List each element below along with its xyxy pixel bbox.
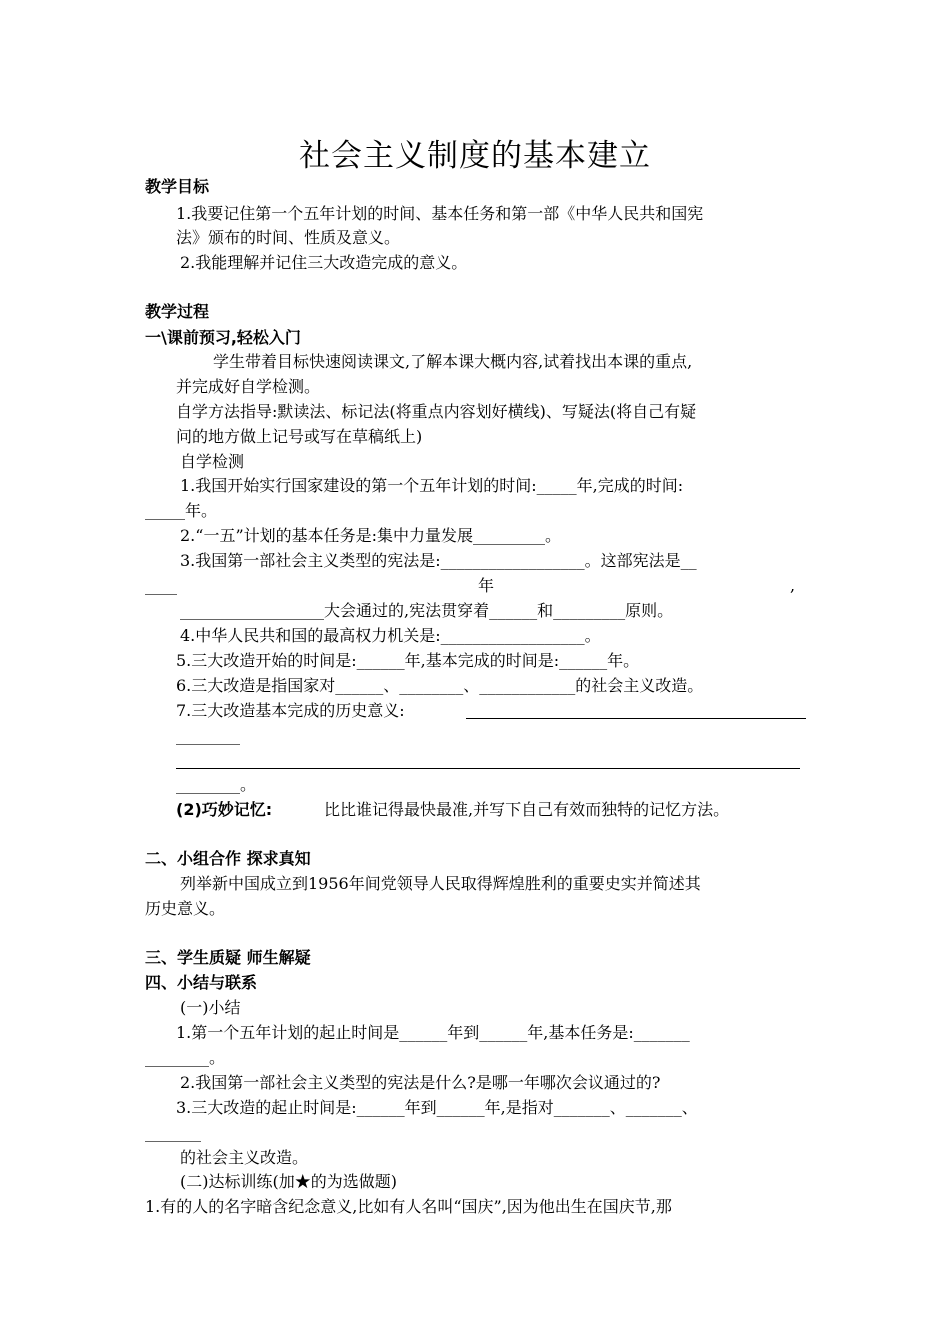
memory-label: (2)巧妙记忆: — [176, 800, 273, 819]
goals-heading: 教学目标 — [145, 177, 210, 196]
part3-heading: 三、学生质疑 师生解疑 — [145, 948, 311, 967]
question-7-line-1: 7.三大改造基本完成的历史意义: — [176, 701, 405, 720]
part1-intro-line-2: 并完成好自学检测。 — [176, 377, 321, 396]
question-7-line-2: ________ — [176, 726, 240, 745]
question-3-year: 年 — [478, 576, 495, 595]
question-3-blank: ____ — [145, 576, 177, 595]
summary-1-line-1: 1.第一个五年计划的起止时间是______年到______年,基本任务是:_______ — [176, 1023, 690, 1042]
question-4: 4.中华人民共和国的最高权力机关是:__________________。 — [180, 626, 601, 645]
exercise-subheading: (二)达标训练(加★的为选做题) — [180, 1172, 397, 1191]
answer-line — [466, 718, 806, 719]
goal-1-line-1: 1.我要记住第一个五年计划的时间、基本任务和第一部《中华人民共和国宪 — [176, 204, 704, 223]
method-line-1: 自学方法指导:默读法、标记法(将重点内容划好横线)、写疑法(将自己有疑 — [176, 402, 697, 421]
part2-heading: 二、小组合作 探求真知 — [145, 849, 311, 868]
question-5: 5.三大改造开始的时间是:______年,基本完成的时间是:______年。 — [176, 651, 640, 670]
summary-subheading: (一)小结 — [180, 998, 241, 1017]
question-6: 6.三大改造是指国家对______、________、____________的社会主义改造。 — [176, 676, 704, 695]
goal-2: 2.我能理解并记住三大改造完成的意义。 — [180, 253, 468, 272]
question-3-comma: , — [790, 576, 796, 595]
summary-1-line-2: ________。 — [145, 1048, 226, 1067]
answer-line — [176, 768, 800, 769]
selftest-label: 自学检测 — [180, 452, 245, 471]
process-heading: 教学过程 — [145, 302, 210, 321]
summary-3-line-2: _______ — [145, 1123, 201, 1142]
method-line-2: 问的地方做上记号或写在草稿纸上) — [176, 427, 423, 446]
summary-3-line-1: 3.三大改造的起止时间是:______年到______年,是指对_______、_______、 — [176, 1098, 698, 1117]
part2-text-line-1: 列举新中国成立到1956年间党领导人民取得辉煌胜利的重要史实并简述其 — [180, 874, 701, 893]
part1-intro-line-1: 学生带着目标快速阅读课文,了解本课大概内容,试着找出本课的重点, — [213, 352, 693, 371]
summary-3-line-3: 的社会主义改造。 — [180, 1148, 309, 1167]
question-2: 2.“一五”计划的基本任务是:集中力量发展_________。 — [180, 526, 562, 545]
summary-2: 2.我国第一部社会主义类型的宪法是什么?是哪一年哪次会议通过的? — [180, 1073, 661, 1092]
question-1-line-2: _____年。 — [145, 501, 218, 520]
question-3-line-3: __________________大会通过的,宪法贯穿着______和_________原则。 — [180, 601, 674, 620]
page-title: 社会主义制度的基本建立 — [299, 138, 651, 174]
part4-heading: 四、小结与联系 — [145, 973, 258, 992]
part2-text-line-2: 历史意义。 — [145, 899, 226, 918]
goal-1-line-2: 法》颁布的时间、性质及意义。 — [176, 228, 401, 247]
exercise-1: 1.有的人的名字暗含纪念意义,比如有人名叫“国庆”,因为他出生在国庆节,那 — [145, 1197, 672, 1216]
question-7-line-4: ________。 — [176, 775, 257, 794]
question-3-line-1: 3.我国第一部社会主义类型的宪法是:__________________。这部宪法是__ — [180, 551, 697, 570]
question-1-line-1: 1.我国开始实行国家建设的第一个五年计划的时间:_____年,完成的时间: — [180, 476, 684, 495]
part1-heading: 一\课前预习,轻松入门 — [145, 328, 301, 347]
memory-text: 比比谁记得最快最准,并写下自己有效而独特的记忆方法。 — [324, 800, 730, 819]
